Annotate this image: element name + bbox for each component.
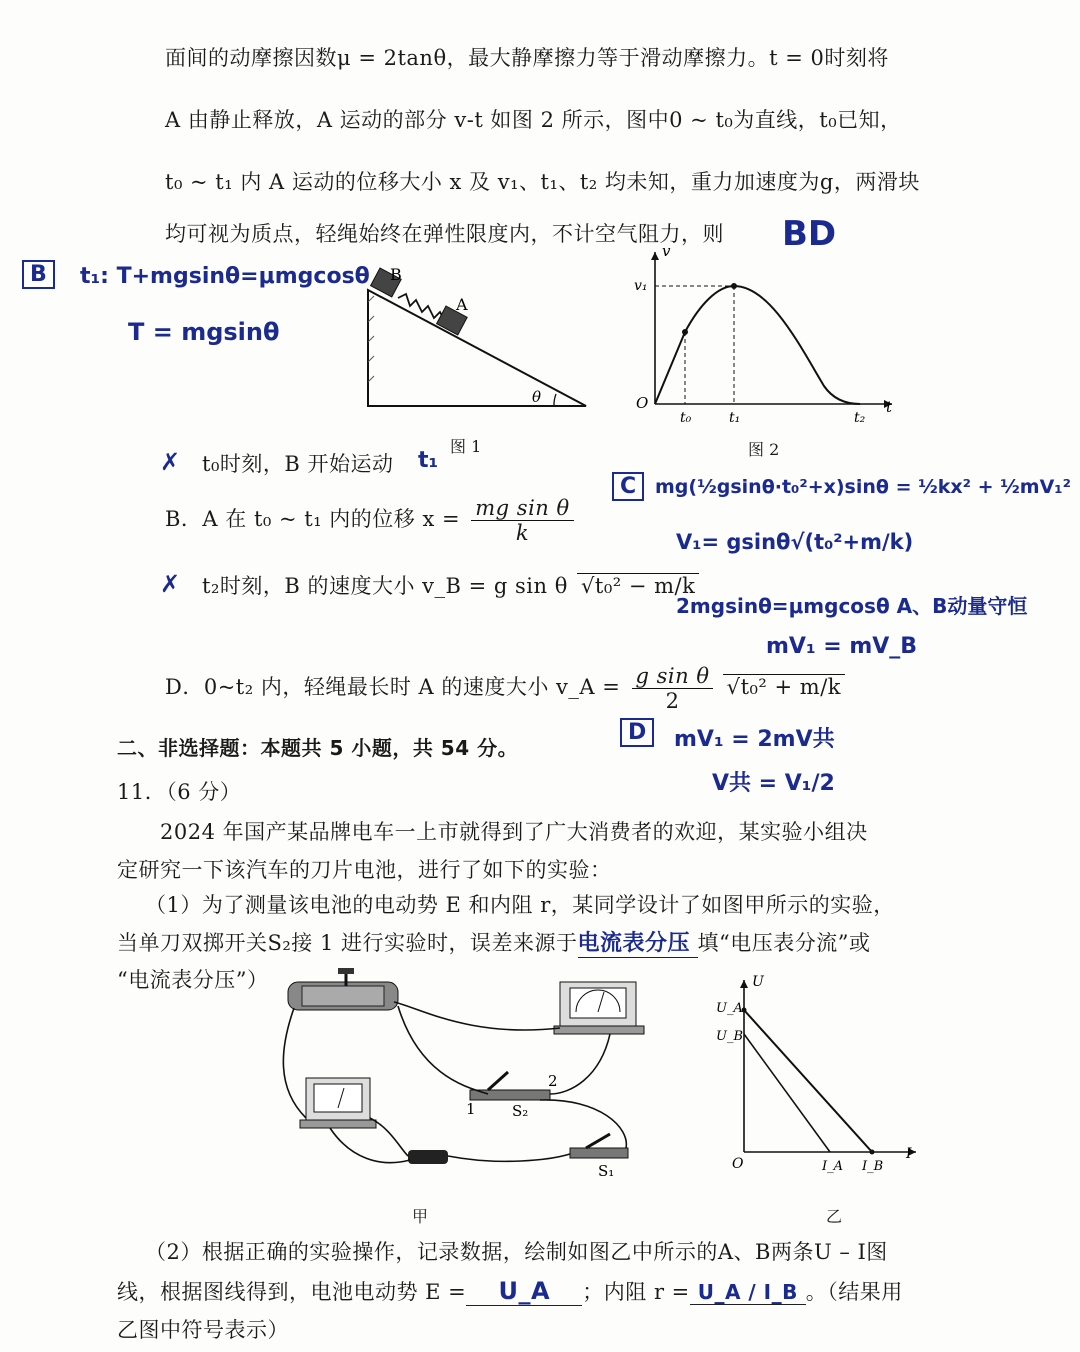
fig-jia-pos1: 1 xyxy=(466,1100,476,1118)
fig-yi-axis-i: I xyxy=(906,1146,912,1162)
handwritten-c-eq2: V₁= gsinθ√(t₀²+m/k) xyxy=(676,530,914,554)
cross-mark-a: ✗ xyxy=(160,448,181,476)
fig2-v1: v₁ xyxy=(634,278,648,294)
q11-paragraph-8: 乙图中符号表示） xyxy=(117,1318,289,1342)
q11-paragraph-1: 2024 年国产某品牌电车一上市就得到了广大消费者的欢迎，某实验小组决 xyxy=(160,820,868,844)
q11-paragraph-6: （2）根据正确的实验操作，记录数据，绘制如图乙中所示的A、B两条U – I图 xyxy=(145,1240,888,1264)
handwritten-c-eq4: mV₁ = mV_B xyxy=(766,634,918,659)
handwritten-b-eq1: t₁: T+mgsinθ=μmgcosθ xyxy=(80,264,370,289)
option-d-sqrt: √t₀² + m/k xyxy=(723,674,845,699)
blank-emf: U_A xyxy=(466,1277,582,1306)
handwritten-c-eq3: 2mgsinθ=μmgcosθ A、B动量守恒 xyxy=(676,594,1028,618)
fig-jia-s2: S₂ xyxy=(512,1102,529,1120)
handwritten-a-mark: t₁ xyxy=(418,448,439,473)
option-c-text: t₂时刻，B 的速度大小 v_B = g sin θ xyxy=(202,574,568,598)
blank-internal-resistance: U_A / I_B xyxy=(690,1280,806,1305)
fig1-angle: θ xyxy=(532,388,542,406)
option-d-numerator: g sin θ xyxy=(632,664,714,689)
figure-2-vt-graph xyxy=(630,246,900,426)
fig-jia-pos2: 2 xyxy=(548,1072,558,1090)
fig-yi-ia: I_A xyxy=(822,1159,844,1174)
q11-paragraph-4 xyxy=(117,926,871,958)
q11-p4-part-a: 当单刀双掷开关S₂接 1 进行实验时，误差来源于 xyxy=(117,931,578,955)
fig2-axis-v: v xyxy=(662,246,671,260)
option-a: t₀时刻，B 开始运动 xyxy=(202,452,394,476)
option-d-radicand: t₀² + m/k xyxy=(740,675,841,699)
fig-yi-ua: U_A xyxy=(716,1001,743,1016)
handwritten-d-box: D xyxy=(620,718,654,747)
q11-p7-part-b: ；内阻 r = xyxy=(582,1280,690,1304)
option-c-sqrt: √t₀² − m/k xyxy=(577,573,699,598)
cross-mark-c: ✗ xyxy=(160,570,181,598)
section-heading: 二、非选择题：本题共 5 小题，共 54 分。 xyxy=(117,736,519,760)
fig-yi-ub: U_B xyxy=(716,1029,744,1044)
figure-1-incline xyxy=(360,262,600,412)
figure-2-caption: 图 2 xyxy=(748,440,780,459)
fig-jia-s1: S₁ xyxy=(598,1162,615,1180)
option-d xyxy=(165,664,845,713)
handwritten-c-eq1: mg(½gsinθ·t₀²+x)sinθ = ½kx² + ½mV₁² xyxy=(655,476,1071,498)
option-b-denominator: k xyxy=(515,521,530,545)
q11-p4-part-b: 填“电压表分流”或 xyxy=(697,931,871,955)
figure-jia-circuit xyxy=(270,968,650,1188)
question-line-3: t₀ ~ t₁ 内 A 运动的位移大小 x 及 v₁、t₁、t₂ 均未知，重力加速度为g，两滑块 xyxy=(165,170,920,194)
option-c-radicand: t₀² − m/k xyxy=(594,574,696,598)
fig2-t2: t₂ xyxy=(854,410,866,426)
fig2-axis-t: t xyxy=(886,398,893,416)
fig2-t1: t₁ xyxy=(729,410,741,426)
q11-paragraph-5: “电流表分压”） xyxy=(117,968,269,992)
option-d-text: D．0~t₂ 内，轻绳最长时 A 的速度大小 v_A = xyxy=(165,675,621,699)
fig2-origin: O xyxy=(636,394,649,412)
figure-jia-caption: 甲 xyxy=(412,1207,429,1226)
figure-yi-ui-graph xyxy=(700,972,930,1182)
option-d-denominator: 2 xyxy=(665,689,680,713)
fig1-label-a: A xyxy=(456,295,468,314)
q11-paragraph-2: 定研究一下该汽车的刀片电池，进行了如下的实验： xyxy=(117,858,612,882)
q11-p7-part-c: 。（结果用 xyxy=(805,1280,903,1304)
handwritten-d-eq2: V共 = V₁/2 xyxy=(712,771,835,796)
fig-yi-axis-u: U xyxy=(752,974,764,990)
q11-paragraph-3: （1）为了测量该电池的电动势 E 和内阻 r，某同学设计了如图甲所示的实验， xyxy=(145,893,895,917)
option-b xyxy=(165,496,574,545)
figure-yi-caption: 乙 xyxy=(826,1207,843,1226)
question-line-4: 均可视为质点，轻绳始终在弹性限度内，不计空气阻力，则 xyxy=(165,222,724,246)
fig-yi-origin: O xyxy=(732,1156,744,1172)
question-line-1: 面间的动摩擦因数μ = 2tanθ，最大静摩擦力等于滑动摩擦力。t = 0时刻将 xyxy=(165,46,889,70)
handwritten-c-box: C xyxy=(612,472,644,501)
fig2-t0: t₀ xyxy=(680,410,692,426)
figure-1-caption: 图 1 xyxy=(450,437,482,456)
q11-paragraph-7 xyxy=(117,1276,903,1306)
blank-error-source: 电流表分压 xyxy=(578,926,698,958)
handwritten-d-eq1: mV₁ = 2mV共 xyxy=(674,727,835,752)
question-11-number: 11．（6 分） xyxy=(117,780,242,804)
question-line-2: A 由静止释放，A 运动的部分 v-t 如图 2 所示，图中0 ~ t₀为直线，t₀已知， xyxy=(165,108,902,132)
handwritten-b-eq2: T = mgsinθ xyxy=(128,318,280,346)
handwritten-b-box: B xyxy=(22,260,55,289)
q11-p7-part-a: 线，根据图线得到，电池电动势 E = xyxy=(117,1280,467,1304)
handwritten-answer: BD xyxy=(782,214,837,254)
option-c xyxy=(202,570,699,600)
option-b-prefix: B．A 在 t₀ ~ t₁ 内的位移 x = xyxy=(165,507,461,531)
fig1-label-b: B xyxy=(390,265,402,284)
option-b-numerator: mg sin θ xyxy=(471,496,573,521)
fig-yi-ib: I_B xyxy=(862,1159,884,1174)
